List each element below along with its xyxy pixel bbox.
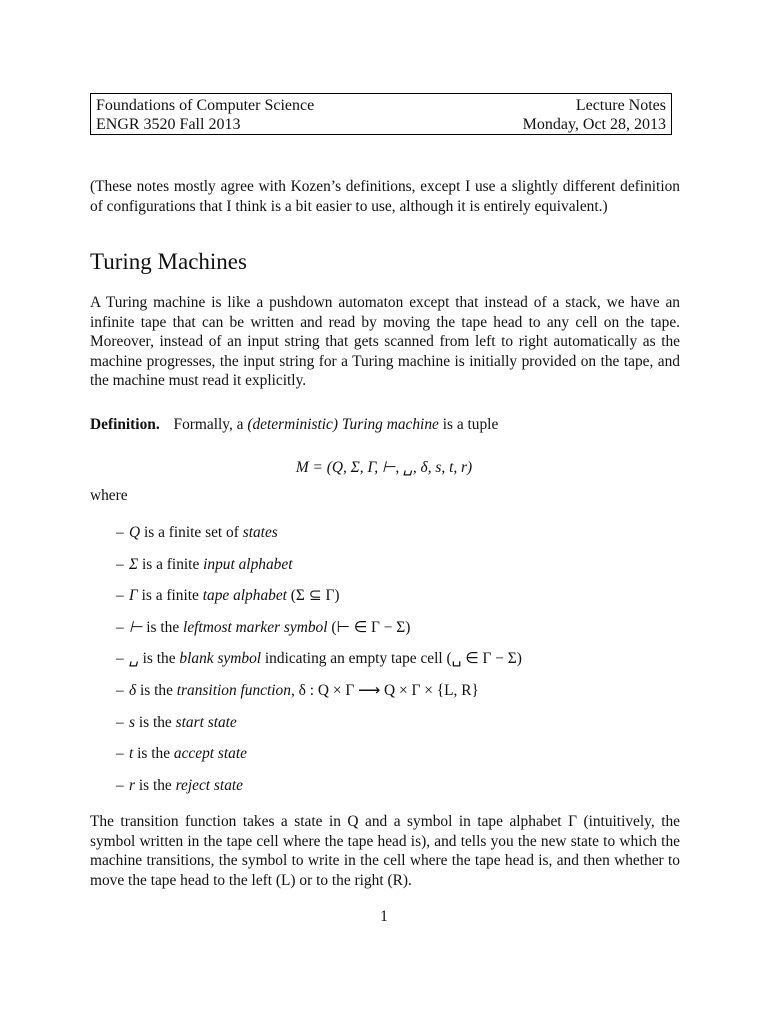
component-text: is the (133, 745, 174, 763)
dash-bullet: – (116, 587, 124, 605)
component-symbol: s (129, 713, 135, 731)
component-text: is the (142, 618, 184, 636)
tuple-components-list (116, 523, 676, 807)
component-text: is a finite (137, 587, 203, 605)
definition-term: (deterministic) Turing machine (247, 416, 439, 433)
component-symbol: t (129, 745, 134, 763)
list-item (116, 713, 676, 745)
component-text: is a finite set of (140, 524, 243, 541)
dash-bullet: – (116, 745, 124, 763)
list-item (116, 776, 676, 808)
component-extra: indicating an empty tape cell (␣ ∈ Γ − Σ) (261, 650, 522, 668)
component-text: is the (136, 681, 177, 699)
list-item (116, 744, 676, 776)
component-symbol: Γ (129, 587, 138, 605)
component-extra: , δ : Q × Γ ⟶ Q × Γ × {L, R} (290, 681, 479, 699)
component-text: is the (138, 650, 180, 668)
lecture-header-box (90, 93, 672, 135)
document-type: Lecture Notes (575, 97, 666, 114)
component-symbol: Σ (129, 555, 139, 573)
list-item (116, 618, 676, 650)
course-title: Foundations of Computer Science (96, 97, 315, 114)
component-text: is the (135, 776, 176, 794)
turing-machine-tuple-equation: M = (Q, Σ, Γ, ⊢, ␣, δ, s, t, r) (295, 459, 473, 476)
dash-bullet: – (116, 713, 124, 731)
component-term: reject state (175, 776, 244, 794)
dash-bullet: – (116, 524, 124, 541)
list-item (116, 681, 676, 713)
component-term: accept state (173, 745, 247, 763)
component-symbol: r (129, 776, 135, 794)
section-title: Turing Machines (90, 249, 247, 274)
dash-bullet: – (116, 555, 124, 573)
dash-bullet: – (116, 618, 124, 636)
lecture-date: Monday, Oct 28, 2013 (522, 116, 666, 133)
list-item (116, 555, 676, 587)
list-item (116, 586, 676, 618)
component-term: start state (175, 713, 237, 731)
definition-line (90, 415, 680, 435)
definition-text-before: Formally, a (173, 416, 248, 433)
component-term: transition function (176, 681, 291, 699)
component-symbol: δ (129, 681, 137, 699)
component-extra: (Σ ⊆ Γ) (286, 587, 340, 605)
definition-text-after: is a tuple (438, 416, 499, 433)
component-term: states (242, 524, 278, 541)
component-text: is the (135, 713, 176, 731)
dash-bullet: – (116, 776, 124, 794)
component-symbol: ␣ (129, 650, 139, 668)
component-symbol: Q (129, 524, 141, 541)
dash-bullet: – (116, 681, 124, 699)
component-symbol: ⊢ (129, 618, 143, 636)
component-term: leftmost marker symbol (183, 618, 328, 636)
intro-paragraph: A Turing machine is like a pushdown automaton except that instead of a stack, we have an infinite tape that can be written and read by moving the tape head to any cell on the tape. Moreover, instead of an input string that gets scanned from left to right automatically as the machine progresses, the input string for a Turing machine is initially provided on the tape, and the machine must read it explicitly. (90, 294, 680, 389)
where-label: where (90, 487, 128, 504)
list-item (116, 523, 676, 555)
component-term: tape alphabet (202, 587, 287, 605)
page-number: 1 (380, 908, 388, 925)
list-item (116, 649, 676, 681)
component-text: is a finite (138, 555, 204, 573)
component-extra: (⊢ ∈ Γ − Σ) (327, 618, 411, 636)
transition-paragraph: The transition function takes a state in Q and a symbol in tape alphabet Γ (intuitively, the symbol written in the tape cell where the tape head is), and tells you the new state to which the machine transitions, the symbol to write in the cell where the tape head is, and then whether to move the tape head to the left (L) or to the right (R). (90, 813, 680, 889)
component-term: input alphabet (203, 555, 293, 573)
definition-label: Definition. (90, 416, 160, 433)
dash-bullet: – (116, 650, 124, 668)
component-term: blank symbol (179, 650, 262, 668)
intro-note: (These notes mostly agree with Kozen’s definitions, except I use a slightly different definition of configurations that I think is a bit easier to use, although it is entirely equivalent.) (90, 178, 680, 215)
course-code: ENGR 3520 Fall 2013 (96, 116, 241, 133)
